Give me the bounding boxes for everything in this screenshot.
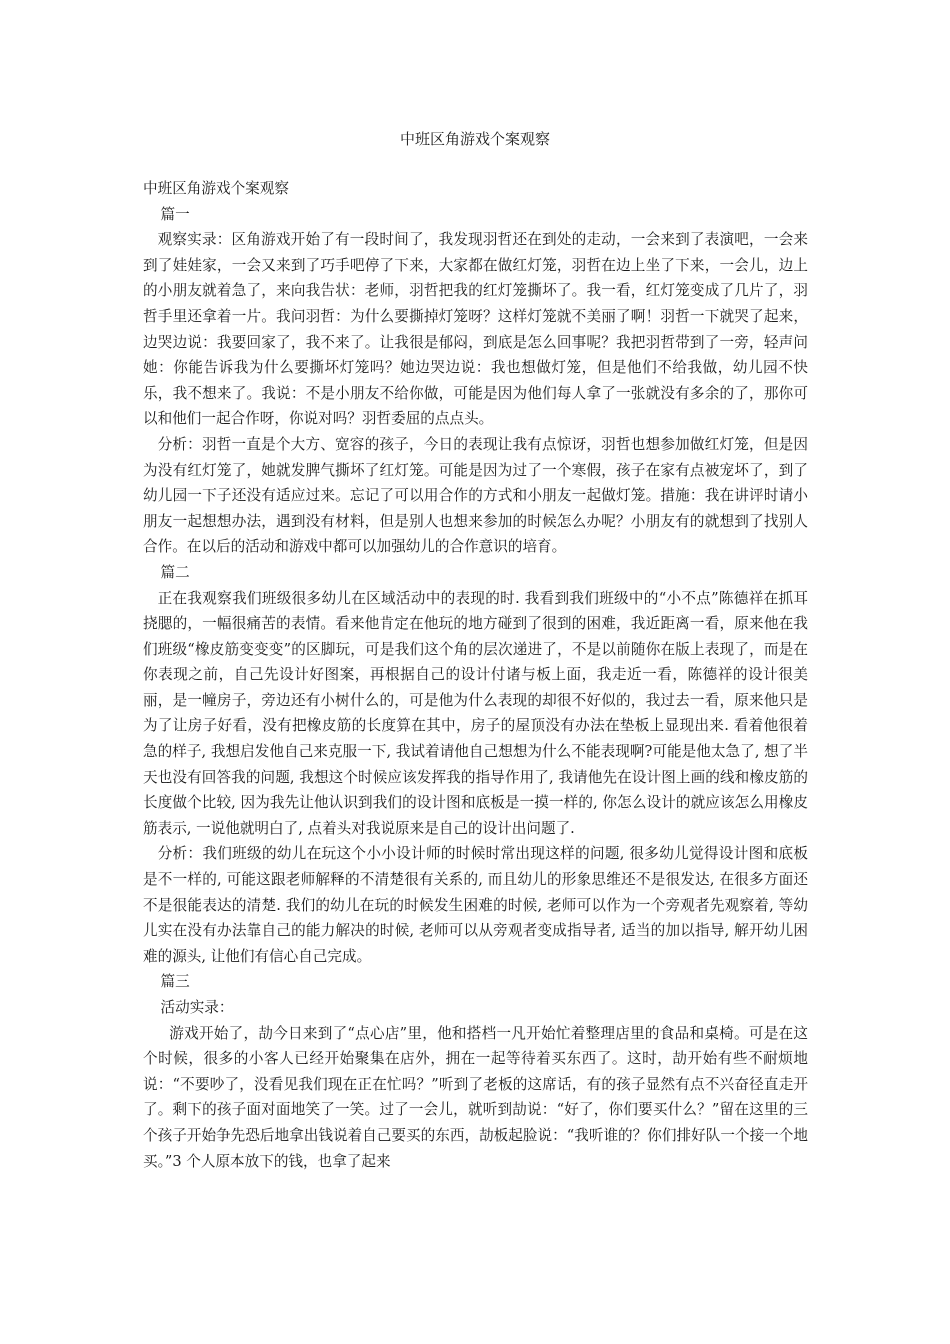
paragraph-analysis-1: 分析：羽哲一直是个大方、宽容的孩子，今日的表现让我有点惊讶，羽哲也想参加做红灯笼，但是因为没有红灯笼了，她就发脾气撕坏了红灯笼。可能是因为过了一个寒假，孩子在家有点被宠坏了，到了幼儿园一下子还没有适应过来。忘记了可以用合作的方式和小朋友一起做灯笼。措施：我在讲评时请小朋友一起想想办法，遇到没有材料，但是别人也想来参加的时候怎么办呢？小朋友有的就想到了找别人合作。在以后的活动和游戏中都可以加强幼儿的合作意识的培育。: [143, 435, 808, 556]
section-sublabel-3: 活动实录：: [160, 999, 234, 1016]
article-heading: 中班区角游戏个案观察: [143, 180, 289, 197]
document-body: [143, 176, 808, 1174]
paragraph-observation-2: 正在我观察我们班级很多幼儿在区域活动中的表现的时. 我看到我们班级中的“小不点”陈德祥在抓耳挠腮的，一幅很痛苦的表情。看来他肯定在他玩的地方碰到了很到的困难，我近距离一看，原来他在我们班级“橡皮筋变变变”的区脚玩，可是我们这个角的层次递进了，不是以前随你在版上表现了，而是在你表现之前，自己先设计好图案，再根据自己的设计付诸与板上面，我走近一看，陈德祥的设计很美丽，是一幢房子，旁边还有小树什么的，可是他为什么表现的却很不好似的，我过去一看，原来他只是为了让房子好看，没有把橡皮筋的长度算在其中，房子的屋顶没有办法在垫板上显现出来. 看着他很着急的样子, 我想启发他自己来克服一下, 我试着请他自己想想为什么不能表现啊?可能是他太急了, 想了半天也没有回答我的问题, 我想这个时候应该发挥我的指导作用了, 我请他先在设计图上画的线和橡皮筋的长度做个比较, 因为我先让他认识到我们的设计图和底板是一摸一样的, 你怎么设计的就应该怎么用橡皮筋表示, 一说他就明白了, 点着头对我说原来是自己的设计出问题了.: [143, 589, 808, 837]
section-label-1: 篇一: [160, 205, 190, 223]
document-title: 中班区角游戏个案观察: [399, 130, 550, 148]
paragraph-observation-1: 观察实录：区角游戏开始了有一段时间了，我发现羽哲还在到处的走动，一会来到了表演吧，一会来到了娃娃家，一会又来到了巧手吧停了下来，大家都在做红灯笼，羽哲在边上坐了下来，一会儿，边上的小朋友就着急了，来向我告状：老师，羽哲把我的红灯笼撕坏了。我一看，红灯笼变成了几片了，羽哲手里还拿着一片。我问羽哲：为什么要撕掉灯笼呀？这样灯笼就不美丽了啊！羽哲一下就哭了起来，边哭边说：我要回家了，我不来了。让我很是郁闷，到底是怎么回事呢？我把羽哲带到了一旁，轻声问她：你能告诉我为什么要撕坏灯笼吗？她边哭边说：我也想做灯笼，但是他们不给我做，幼儿园不快乐，我不想来了。我说：不是小朋友不给你做，可能是因为他们每人拿了一张就没有多余的了，那你可以和他们一起合作呀，你说对吗？羽哲委屈的点点头。: [143, 231, 808, 428]
paragraph-analysis-2: 分析：我们班级的幼儿在玩这个小小设计师的时候时常出现这样的问题, 很多幼儿觉得设计图和底板是不一样的, 可能这跟老师解释的不清楚很有关系的, 而且幼儿的形象思维还不是很发达, 在很多方面还不是很能表达的清楚. 我们的幼儿在玩的时候发生困难的时候, 老师可以作为一个旁观者先观察着, 等幼儿实在没有办法靠自己的能力解决的时候, 老师可以从旁观者变成指导者, 适当的加以指导, 解开幼儿困难的源头, 让他们有信心自己完成。: [143, 845, 808, 965]
section-label-3: 篇三: [160, 973, 190, 991]
section-label-2: 篇二: [160, 563, 190, 581]
paragraph-observation-3: 游戏开始了，劼今日来到了“点心店”里，他和搭档一凡开始忙着整理店里的食品和桌椅。可是在这个时候，很多的小客人已经开始聚集在店外，拥在一起等待着买东西了。这时，劼开始有些不耐烦地说：“不要吵了，没看见我们现在正在忙吗？”听到了老板的这席话，有的孩子显然有点不兴奋径直走开了。剩下的孩子面对面地笑了一笑。过了一会儿，就听到劼说：“好了，你们要买什么？”留在这里的三个孩子开始争先恐后地拿出钱说着自己要买的东西，劼板起脸说：“我听谁的？你们排好队一个接一个地买。”3 个人原本放下的钱，也拿了起来: [143, 1024, 808, 1170]
